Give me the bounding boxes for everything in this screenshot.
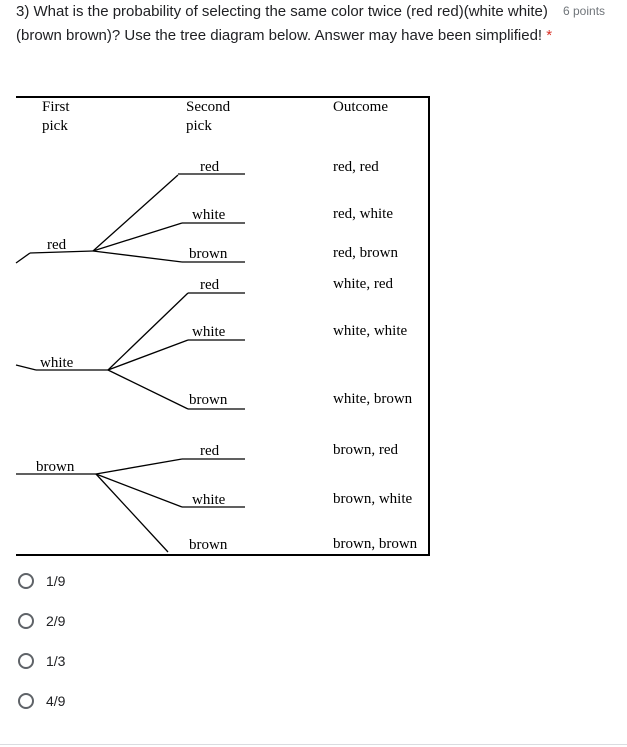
header-first-pick-1: First <box>42 99 70 115</box>
choice-option[interactable] <box>16 689 65 713</box>
choice-option[interactable] <box>16 569 65 593</box>
outcome-label: red, brown <box>333 245 398 261</box>
radio-button[interactable] <box>18 653 34 669</box>
second-pick-label: brown <box>189 246 228 262</box>
outcome-label: brown, brown <box>333 536 418 552</box>
second-pick-label: white <box>192 492 226 508</box>
second-pick-label: white <box>192 324 226 340</box>
second-pick-label: brown <box>189 537 228 553</box>
outcome-label: white, red <box>333 276 393 292</box>
second-pick-label: red <box>200 277 220 293</box>
question-title: 3) What is the probability of selecting the same color twice (red red)(white white)(brown brown)? Use the tree diagram below. Answer may have been simplified! <box>16 3 548 44</box>
choice-label: 2/9 <box>46 613 66 629</box>
first-pick-white: white <box>40 355 74 371</box>
second-pick-label: white <box>192 207 226 223</box>
header-first-pick-2: pick <box>42 118 68 134</box>
choice-label: 4/9 <box>46 693 66 709</box>
radio-button[interactable] <box>18 573 34 589</box>
radio-button[interactable] <box>18 693 34 709</box>
radio-button[interactable] <box>18 613 34 629</box>
second-pick-label: brown <box>189 392 228 408</box>
choice-option[interactable] <box>16 609 65 633</box>
outcome-label: white, white <box>333 323 408 339</box>
choice-label: 1/9 <box>46 573 66 589</box>
outcome-label: white, brown <box>333 391 413 407</box>
outcome-label: brown, red <box>333 442 398 458</box>
first-pick-brown: brown <box>36 459 75 475</box>
choice-label: 1/3 <box>46 653 66 669</box>
outcome-label: red, red <box>333 159 379 175</box>
points-label: 6 points <box>563 4 606 18</box>
choice-option[interactable] <box>16 649 65 673</box>
second-pick-label: red <box>200 159 220 175</box>
card-bottom-divider <box>0 744 627 745</box>
second-pick-label: red <box>200 443 220 459</box>
header-second-pick-1: Second <box>186 99 231 115</box>
outcome-label: brown, white <box>333 491 413 507</box>
outcome-label: red, white <box>333 206 393 222</box>
header-second-pick-2: pick <box>186 118 212 134</box>
required-mark: * <box>546 27 553 44</box>
header-outcome: Outcome <box>333 99 388 115</box>
first-pick-red: red <box>47 237 67 253</box>
